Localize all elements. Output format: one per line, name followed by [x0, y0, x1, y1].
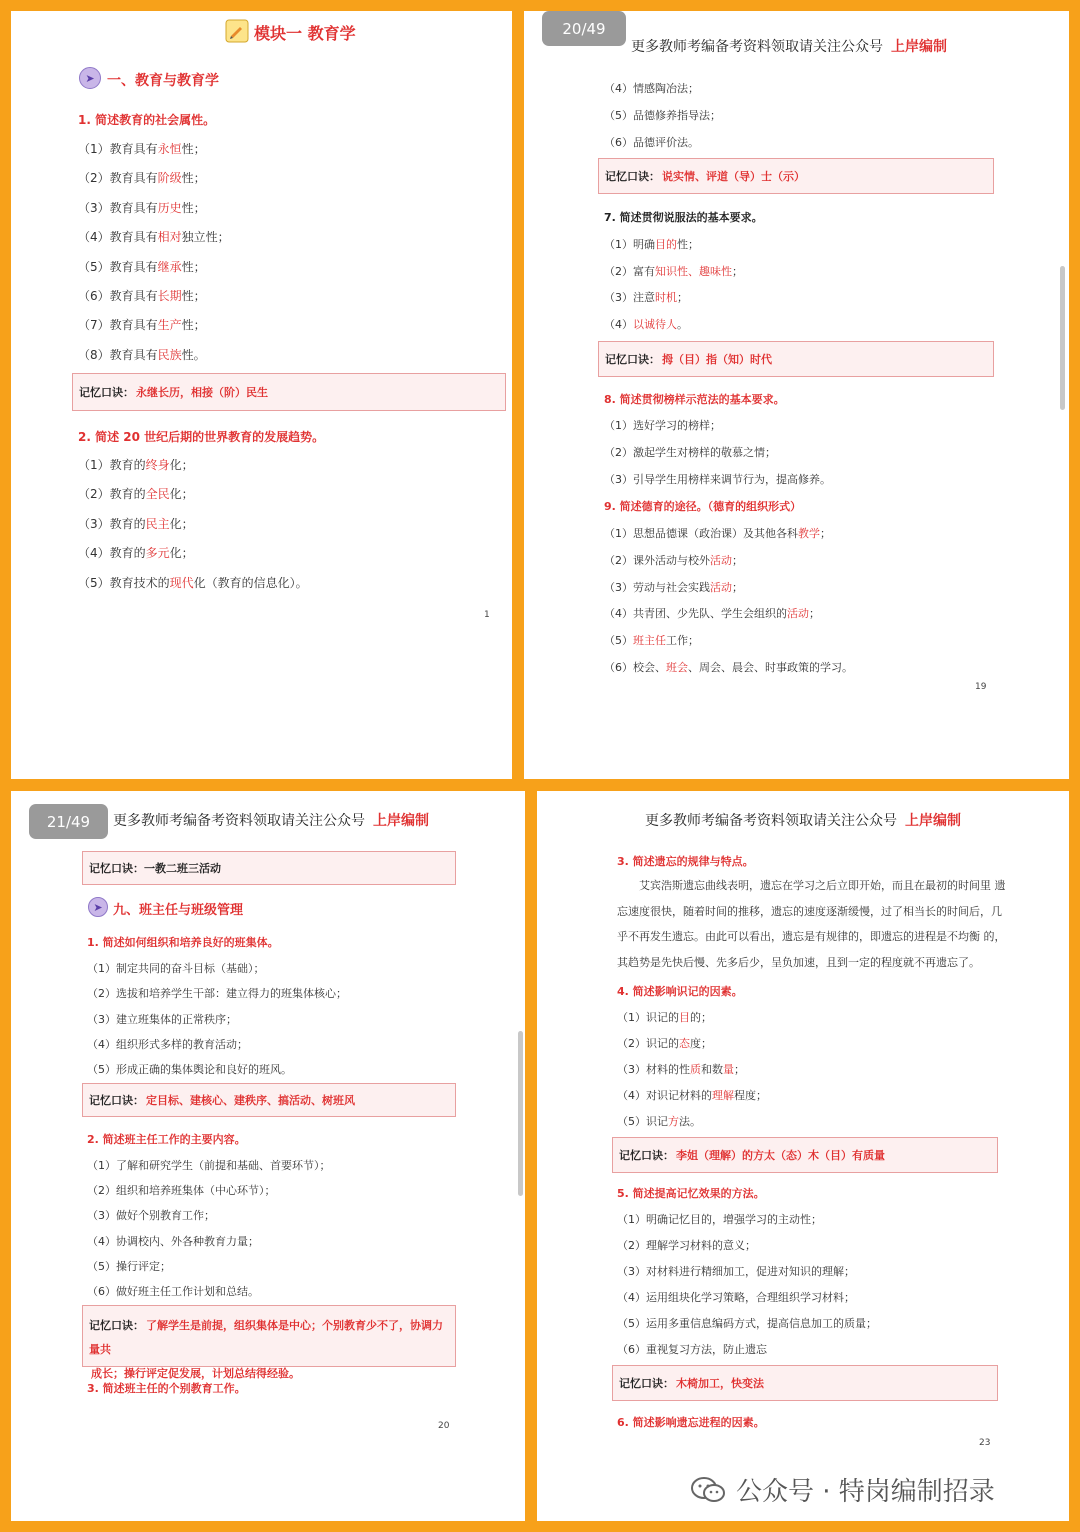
list-item: （2）理解学习材料的意义；	[617, 1239, 756, 1252]
list-item: （1）思想品德课（政治课）及其他各科教学；	[604, 527, 831, 540]
page-counter-badge: 20/49	[542, 11, 626, 46]
page-number: 1	[484, 610, 490, 620]
question-title: 5. 简述提高记忆效果的方法。	[617, 1187, 765, 1200]
list-item: （1）制定共同的奋斗目标（基础）；	[87, 962, 265, 975]
scrollbar[interactable]	[518, 1031, 523, 1196]
question-title: 2. 简述班主任工作的主要内容。	[87, 1133, 246, 1146]
list-item: （4）教育具有相对独立性；	[78, 230, 230, 245]
list-item: （6）做好班主任工作计划和总结。	[87, 1285, 259, 1298]
page-number: 19	[975, 682, 987, 692]
page-counter-badge: 21/49	[29, 804, 108, 839]
pencil-icon	[225, 19, 249, 43]
question-title: 7. 简述贯彻说服法的基本要求。	[604, 211, 763, 224]
scrollbar[interactable]	[1060, 266, 1065, 410]
list-item: （5）班主任工作；	[604, 634, 699, 648]
memo-box	[72, 373, 506, 411]
list-item: （5）操行评定；	[87, 1259, 171, 1273]
page-number: 20	[438, 1421, 450, 1431]
list-item: （4）情感陶冶法；	[604, 82, 699, 95]
question-title: 3. 简述遗忘的规律与特点。	[617, 855, 754, 868]
list-item: （5）品德修养指导法；	[604, 109, 721, 122]
question-title: 2. 简述 20 世纪后期的世界教育的发展趋势。	[78, 430, 325, 444]
list-item: （1）选好学习的榜样；	[604, 419, 721, 432]
list-item: （4）组织形式多样的教育活动；	[87, 1037, 248, 1051]
list-item: （1）教育具有永恒性；	[78, 142, 206, 156]
paragraph-line: 其趋势是先快后慢、先多后少，呈负加速，且到一定的程度就不再遗忘了。	[617, 955, 980, 969]
list-item: （2）课外活动与校外活动；	[604, 553, 743, 567]
list-item: （4）共青团、少先队、学生会组织的活动；	[604, 607, 820, 621]
list-item: （6）校会、班会、周会、晨会、时事政策的学习。	[604, 661, 853, 674]
wechat-icon	[690, 1476, 726, 1504]
list-item: （1）明确目的性；	[604, 238, 699, 251]
list-item: （1）了解和研究学生（前提和基础、首要环节）；	[87, 1159, 331, 1172]
list-item: （2）教育的全民化；	[78, 487, 194, 502]
paragraph-line: 忘速度很快，随着时间的推移，遗忘的速度逐渐缓慢，过了相当长的时间后，几	[617, 904, 1002, 918]
list-item: （1）明确记忆目的，增强学习的主动性；	[617, 1213, 822, 1226]
question-title: 4. 简述影响识记的因素。	[617, 985, 743, 998]
page-header: 更多教师考编备考资料领取请关注公众号 上岸编制	[645, 813, 961, 829]
list-item: （2）激起学生对榜样的敬慕之情；	[604, 446, 776, 459]
memo-box: 记忆口诀： 了解学生是前提，组织集体是中心；个别教育少不了，协调力量共 成长；操行评定促发展，计划总结得经验。	[82, 1305, 456, 1367]
memo-box: 记忆口诀： 拇（目）指（知）时代	[598, 341, 994, 377]
watermark-text: 公众号 · 特岗编制招录	[736, 1477, 995, 1507]
list-item: （4）以诚待人。	[604, 318, 688, 332]
document-page-4	[537, 791, 1069, 1521]
list-item: （3）建立班集体的正常秩序；	[87, 1012, 237, 1026]
memo-label: 记忆口诀：	[79, 386, 134, 399]
watermark	[690, 1471, 995, 1508]
list-item: （3）教育的民主化；	[78, 516, 194, 531]
section-arrow-icon: ➤	[88, 897, 108, 917]
list-item: （5）运用多重信息编码方式，提高信息加工的质量；	[617, 1317, 877, 1330]
list-item: （3）注意时机；	[604, 291, 688, 305]
list-item: （4）对识记材料的理解程度；	[617, 1089, 767, 1102]
section-title: 九、班主任与班级管理	[113, 903, 244, 918]
list-item: （5）教育具有继承性；	[78, 259, 206, 274]
question-title: 3. 简述班主任的个别教育工作。	[87, 1382, 246, 1395]
question-title: 1. 简述教育的社会属性。	[78, 113, 216, 127]
section-title: 一、教育与教育学	[107, 73, 219, 89]
page-number: 23	[979, 1438, 991, 1448]
memo-box: 记忆口诀： 说实情、评道（导）士（示）	[598, 158, 994, 194]
list-item: （7）教育具有生产性；	[78, 318, 206, 333]
list-item: （4）协调校内、外各种教育力量；	[87, 1234, 259, 1248]
question-title: 1. 简述如何组织和培养良好的班集体。	[87, 936, 279, 949]
question-title: 8. 简述贯彻榜样示范法的基本要求。	[604, 393, 785, 406]
list-item: （5）教育技术的现代化（教育的信息化）。	[78, 575, 308, 590]
list-item: （2）组织和培养班集体（中心环节）；	[87, 1184, 276, 1198]
list-item: （3）做好个别教育工作；	[87, 1209, 215, 1223]
list-item: （1）教育的终身化；	[78, 458, 194, 472]
list-item: （3）材料的性质和数量；	[617, 1063, 745, 1076]
question-title: 6. 简述影响遗忘进程的因素。	[617, 1416, 765, 1429]
section-arrow-icon: ➤	[79, 67, 101, 89]
list-item: （2）选拔和培养学生干部：建立得力的班集体核心；	[87, 987, 347, 1001]
list-item: （2）富有知识性、趣味性；	[604, 264, 743, 278]
list-item: （4）运用组块化学习策略，合理组织学习材料；	[617, 1291, 855, 1304]
list-item: （3）引导学生用榜样来调节行为，提高修养。	[604, 473, 831, 486]
question-title: 9. 简述德育的途径。（德育的组织形式）	[604, 500, 802, 513]
memo-box: 记忆口诀： 木椅加工，快变法	[612, 1365, 998, 1401]
memo-text: 永继长历，相接（阶）民生	[136, 386, 268, 399]
document-page-1	[11, 11, 512, 779]
document-page-3	[11, 791, 525, 1521]
list-item: （3）教育具有历史性；	[78, 200, 206, 215]
module-title: 模块一 教育学	[254, 24, 356, 43]
paragraph-line: 乎不再发生遗忘。由此可以看出，遗忘是有规律的，即遗忘的进程是不均衡 的，	[617, 930, 1006, 944]
list-item: （6）品德评价法。	[604, 136, 699, 149]
document-page-2	[524, 11, 1069, 779]
list-item: （8）教育具有民族性。	[78, 347, 206, 362]
paragraph-line: 艾宾浩斯遗忘曲线表明，遗忘在学习之后立即开始，而且在最初的时间里 遗	[639, 879, 1006, 892]
memo-box: 记忆口诀： 一教二班三活动	[82, 851, 456, 885]
list-item: （6）教育具有长期性；	[78, 289, 206, 303]
list-item: （1）识记的目的；	[617, 1011, 712, 1024]
list-item: （3）劳动与社会实践活动；	[604, 580, 743, 594]
list-item: （5）形成正确的集体舆论和良好的班风。	[87, 1063, 292, 1077]
list-item: （4）教育的多元化；	[78, 546, 194, 561]
list-item: （2）识记的态度；	[617, 1037, 712, 1050]
page-header: 更多教师考编备考资料领取请关注公众号 上岸编制	[113, 813, 429, 829]
memo-box: 记忆口诀： 定目标、建核心、建秩序、搞活动、树班风	[82, 1083, 456, 1117]
list-item: （3）对材料进行精细加工，促进对知识的理解；	[617, 1265, 855, 1278]
list-item: （6）重视复习方法，防止遗忘	[617, 1343, 767, 1356]
list-item: （5）识记方法。	[617, 1115, 701, 1128]
page-header: 更多教师考编备考资料领取请关注公众号 上岸编制	[631, 39, 947, 55]
memo-box: 记忆口诀： 李姐（理解）的方太（态）木（目）有质量	[612, 1137, 998, 1173]
list-item: （2）教育具有阶级性；	[78, 171, 206, 186]
